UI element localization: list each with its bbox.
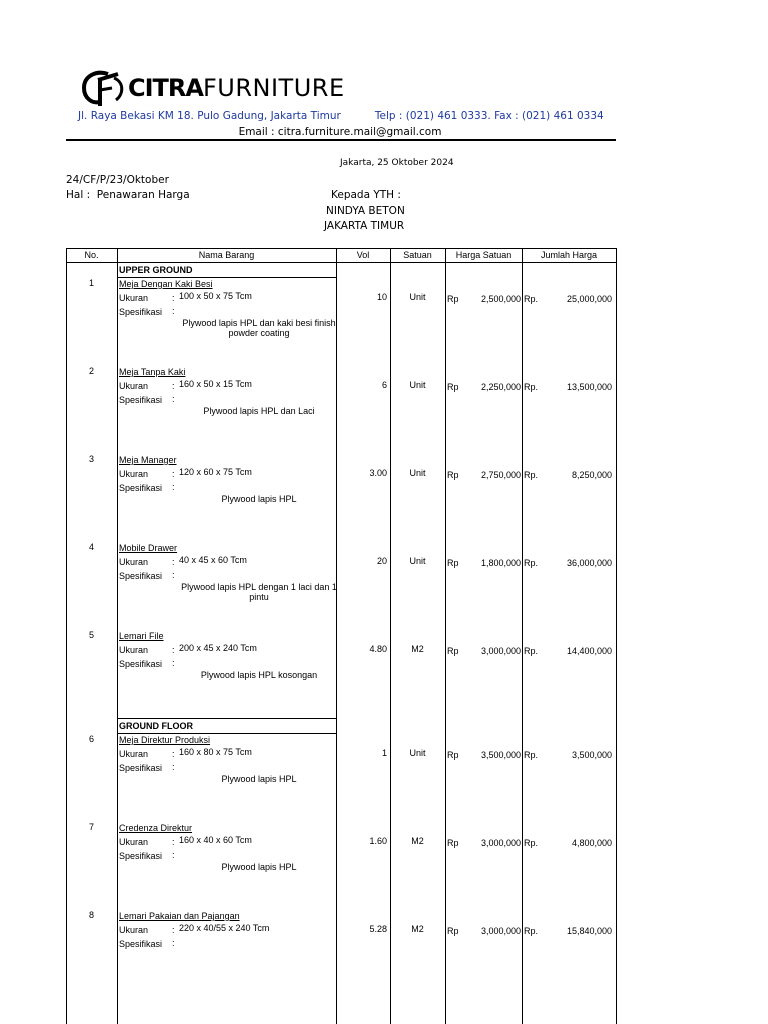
item-name: Meja Tanpa Kaki: [119, 367, 186, 377]
table-border: [390, 248, 391, 1024]
header-total-price: Jumlah Harga: [540, 250, 598, 260]
total-currency: Rp.: [524, 558, 539, 568]
item-no: 3: [88, 454, 94, 464]
price-currency: Rp: [447, 470, 459, 480]
item-spec: Plywood lapis HPL dengan 1 laci dan 1 pintu: [181, 582, 337, 602]
size-colon: :: [172, 645, 175, 655]
header-item-name: Nama Barang: [198, 250, 255, 260]
item-total-price: 25,000,000: [566, 294, 612, 304]
item-unit-price: 3,500,000: [480, 750, 521, 760]
total-currency: Rp.: [524, 838, 539, 848]
item-vol: 3.00: [369, 468, 387, 478]
letter-reference: 24/CF/P/23/Oktober: [66, 174, 169, 186]
table-border: [522, 248, 523, 1024]
size-label: Ukuran: [119, 557, 149, 567]
spec-colon: :: [172, 394, 175, 404]
item-size: 100 x 50 x 75 Tcm: [179, 291, 252, 301]
table-border: [616, 248, 617, 1024]
spec-label: Spesifikasi: [119, 763, 163, 773]
size-label: Ukuran: [119, 469, 149, 479]
total-currency: Rp.: [524, 646, 539, 656]
spec-label: Spesifikasi: [119, 939, 163, 949]
company-address-line: [78, 110, 604, 122]
item-size: 120 x 60 x 75 Tcm: [179, 467, 252, 477]
table-border: [336, 248, 337, 1024]
size-label: Ukuran: [119, 749, 149, 759]
item-name: Lemari File: [119, 631, 164, 641]
price-currency: Rp: [447, 646, 459, 656]
header-no: No.: [84, 250, 99, 260]
item-spec: Plywood lapis HPL: [221, 494, 297, 504]
size-colon: :: [172, 837, 175, 847]
spec-label: Spesifikasi: [119, 571, 163, 581]
citra-logo-icon: [78, 68, 128, 108]
total-currency: Rp.: [524, 926, 539, 936]
spec-colon: :: [172, 570, 175, 580]
total-currency: Rp.: [524, 470, 539, 480]
recipient-label: Kepada YTH :: [331, 189, 401, 201]
company-logo-text: CITRAFURNITURE: [128, 74, 345, 102]
item-name: Credenza Direktur: [119, 823, 193, 833]
item-vol: 1.60: [369, 836, 387, 846]
item-total-price: 36,000,000: [566, 558, 612, 568]
total-currency: Rp.: [524, 294, 539, 304]
total-currency: Rp.: [524, 750, 539, 760]
price-currency: Rp: [447, 294, 459, 304]
item-no: 8: [88, 910, 94, 920]
size-colon: :: [172, 381, 175, 391]
item-vol: 20: [376, 556, 387, 566]
place-date: Jakarta, 25 Oktober 2024: [340, 158, 454, 168]
item-total-price: 8,250,000: [571, 470, 612, 480]
size-label: Ukuran: [119, 837, 149, 847]
item-spec: Plywood lapis HPL dan Laci: [203, 406, 315, 416]
spec-label: Spesifikasi: [119, 307, 163, 317]
item-unit: Unit: [409, 292, 426, 302]
item-unit-price: 2,250,000: [480, 382, 521, 392]
item-total-price: 14,400,000: [566, 646, 612, 656]
size-colon: :: [172, 925, 175, 935]
table-border: [66, 248, 616, 249]
section-upper-ground: UPPER GROUND: [119, 265, 193, 275]
header-unit: Satuan: [403, 250, 432, 260]
item-total-price: 3,500,000: [571, 750, 612, 760]
item-size: 40 x 45 x 60 Tcm: [179, 555, 247, 565]
item-total-price: 4,800,000: [571, 838, 612, 848]
item-total-price: 13,500,000: [566, 382, 612, 392]
size-colon: :: [172, 293, 175, 303]
spec-colon: :: [172, 762, 175, 772]
item-name: Mobile Drawer: [119, 543, 178, 553]
recipient-name: NINDYA BETON: [326, 205, 405, 217]
item-vol: 10: [376, 292, 387, 302]
price-currency: Rp: [447, 926, 459, 936]
spec-colon: :: [172, 938, 175, 948]
company-email: Email : citra.furniture.mail@gmail.com: [238, 126, 442, 138]
item-no: 1: [88, 278, 94, 288]
item-unit: Unit: [409, 380, 426, 390]
table-border: [117, 718, 336, 719]
item-unit-price: 3,000,000: [480, 926, 521, 936]
company-phone-fax: Telp : (021) 461 0333. Fax : (021) 461 0334: [374, 110, 604, 122]
spec-colon: :: [172, 306, 175, 316]
total-currency: Rp.: [524, 382, 539, 392]
section-ground-floor: GROUND FLOOR: [119, 721, 193, 731]
item-size: 160 x 50 x 15 Tcm: [179, 379, 252, 389]
table-border: [445, 248, 446, 1024]
item-size: 220 x 40/55 x 240 Tcm: [179, 923, 270, 933]
table-border: [117, 277, 336, 278]
size-colon: :: [172, 749, 175, 759]
header-unit-price: Harga Satuan: [455, 250, 512, 260]
item-name: Meja Manager: [119, 455, 177, 465]
item-name: Meja Dengan Kaki Besi: [119, 279, 213, 289]
item-vol: 1: [381, 748, 387, 758]
item-unit: Unit: [409, 556, 426, 566]
table-border: [117, 733, 336, 734]
size-label: Ukuran: [119, 645, 149, 655]
item-total-price: 15,840,000: [566, 926, 612, 936]
size-label: Ukuran: [119, 293, 149, 303]
spec-colon: :: [172, 850, 175, 860]
spec-colon: :: [172, 658, 175, 668]
spec-label: Spesifikasi: [119, 395, 163, 405]
letter-subject: Hal : Penawaran Harga: [66, 189, 190, 201]
item-no: 7: [88, 822, 94, 832]
size-label: Ukuran: [119, 381, 149, 391]
size-label: Ukuran: [119, 925, 149, 935]
spec-label: Spesifikasi: [119, 659, 163, 669]
price-currency: Rp: [447, 558, 459, 568]
item-unit: Unit: [409, 468, 426, 478]
item-no: 5: [88, 630, 94, 640]
item-size: 160 x 80 x 75 Tcm: [179, 747, 252, 757]
table-border: [117, 248, 118, 1024]
item-unit-price: 1,800,000: [480, 558, 521, 568]
item-vol: 5.28: [369, 924, 387, 934]
item-spec: Plywood lapis HPL: [221, 862, 297, 872]
table-border: [66, 262, 616, 263]
company-address: Jl. Raya Bekasi KM 18. Pulo Gadung, Jakarta Timur: [78, 110, 341, 122]
item-spec: Plywood lapis HPL kosongan: [200, 670, 318, 680]
item-unit: M2: [411, 836, 424, 846]
spec-label: Spesifikasi: [119, 483, 163, 493]
item-unit-price: 3,000,000: [480, 646, 521, 656]
item-no: 6: [88, 734, 94, 744]
price-currency: Rp: [447, 750, 459, 760]
item-unit: M2: [411, 924, 424, 934]
recipient-city: JAKARTA TIMUR: [324, 220, 405, 232]
item-size: 200 x 45 x 240 Tcm: [179, 643, 257, 653]
item-unit-price: 2,750,000: [480, 470, 521, 480]
item-no: 4: [88, 542, 94, 552]
header-divider: [66, 139, 616, 141]
item-unit: M2: [411, 644, 424, 654]
item-name: Lemari Pakaian dan Pajangan: [119, 911, 240, 921]
item-no: 2: [88, 366, 94, 376]
size-colon: :: [172, 469, 175, 479]
price-currency: Rp: [447, 382, 459, 392]
item-spec: Plywood lapis HPL: [221, 774, 297, 784]
item-unit: Unit: [409, 748, 426, 758]
item-size: 160 x 40 x 60 Tcm: [179, 835, 252, 845]
price-currency: Rp: [447, 838, 459, 848]
item-spec: Plywood lapis HPL dan kaki besi finish powder coating: [182, 318, 336, 338]
header-vol: Vol: [356, 250, 370, 260]
item-unit-price: 2,500,000: [480, 294, 521, 304]
item-vol: 4.80: [369, 644, 387, 654]
item-name: Meja Direktur Produksi: [119, 735, 211, 745]
item-unit-price: 3,000,000: [480, 838, 521, 848]
item-vol: 6: [381, 380, 387, 390]
spec-colon: :: [172, 482, 175, 492]
quotation-table: [66, 248, 616, 1024]
spec-label: Spesifikasi: [119, 851, 163, 861]
size-colon: :: [172, 557, 175, 567]
